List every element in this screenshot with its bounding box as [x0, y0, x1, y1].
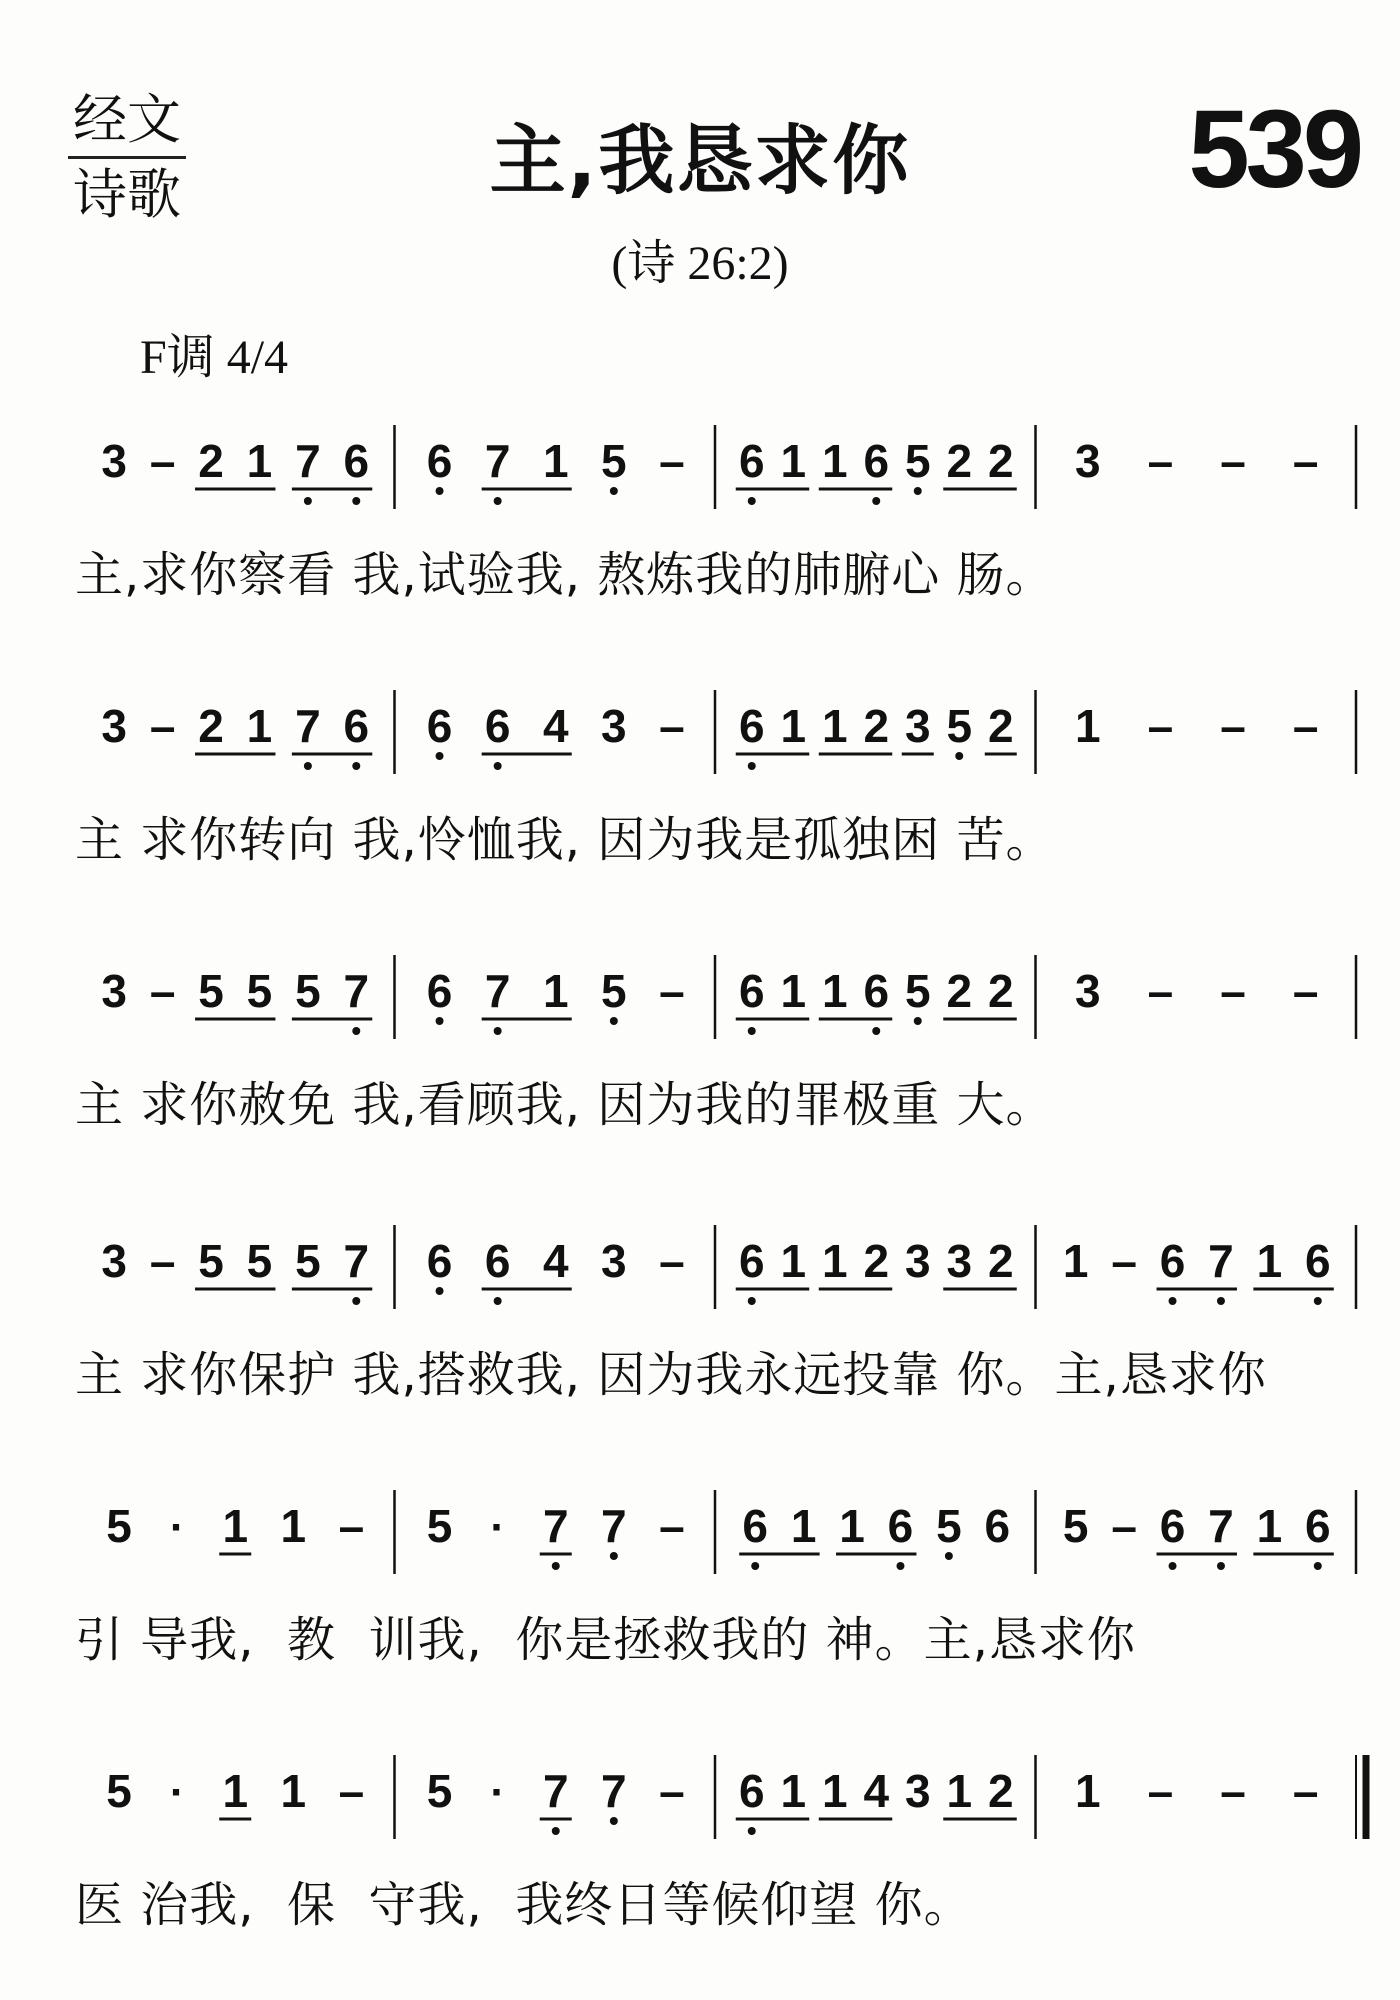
- note-6: 6: [887, 1500, 914, 1552]
- note-2: 2: [198, 700, 224, 752]
- dash-note: –: [1147, 435, 1174, 487]
- note-2: 2: [863, 1235, 890, 1287]
- lower-octave-dot: [352, 762, 360, 770]
- music-line-4: [0, 1225, 1400, 1315]
- lyrics-line-6: 医 治我, 保 守我, 我终日等候仰望 你。: [75, 1877, 973, 1933]
- note-5: 5: [246, 1235, 273, 1287]
- note-6: 6: [1304, 1500, 1331, 1552]
- note-5: 5: [904, 435, 931, 487]
- lower-octave-dot: [610, 487, 618, 495]
- lower-octave-dot: [494, 762, 502, 770]
- notation-row-3: [0, 955, 1400, 1045]
- note-3: 3: [904, 1235, 931, 1287]
- note-1: 1: [780, 435, 807, 487]
- note-1: 1: [1256, 1500, 1283, 1552]
- lower-octave-dot: [914, 487, 922, 495]
- lyrics-line-3: 主 求你赦免 我,看顾我, 因为我的罪极重 大。: [75, 1077, 1055, 1133]
- note-5: 5: [198, 965, 224, 1017]
- dash-note: –: [149, 1235, 176, 1287]
- note-7: 7: [542, 1500, 569, 1552]
- note-6: 6: [484, 1235, 511, 1287]
- notation-row-1: [0, 425, 1400, 515]
- note-2: 2: [987, 435, 1014, 487]
- note-5: 5: [106, 1500, 132, 1552]
- dash-note: –: [338, 1500, 365, 1552]
- note-6: 6: [1159, 1235, 1186, 1287]
- lower-octave-dot: [748, 1297, 756, 1305]
- lyrics-line-5: 引 导我, 教 训我, 你是拯救我的 神。主,恳求你: [75, 1612, 1136, 1668]
- note-6: 6: [738, 435, 765, 487]
- note-3: 3: [101, 700, 128, 752]
- note-1: 1: [780, 1235, 807, 1287]
- augmentation-dot: ·: [490, 1768, 505, 1817]
- note-1: 1: [821, 1235, 848, 1287]
- note-7: 7: [542, 1765, 569, 1817]
- note-6: 6: [738, 965, 765, 1017]
- lower-octave-dot: [896, 1562, 904, 1570]
- category-bottom: 诗歌: [73, 163, 181, 226]
- lower-octave-dot: [610, 1552, 618, 1560]
- lower-octave-dot: [552, 1827, 560, 1835]
- note-2: 2: [946, 965, 973, 1017]
- note-1: 1: [821, 700, 848, 752]
- note-1: 1: [246, 435, 273, 487]
- note-2: 2: [863, 700, 890, 752]
- lower-octave-dot: [748, 497, 756, 505]
- scripture-reference: (诗 26:2): [611, 237, 789, 290]
- note-7: 7: [295, 700, 321, 752]
- note-1: 1: [222, 1500, 249, 1552]
- dash-note: –: [1292, 965, 1319, 1017]
- note-1: 1: [780, 965, 807, 1017]
- key-signature: F调 4/4: [140, 331, 289, 384]
- lower-octave-dot: [494, 1297, 502, 1305]
- note-1: 1: [821, 1765, 848, 1817]
- note-5: 5: [246, 965, 273, 1017]
- note-3: 3: [946, 1235, 973, 1287]
- lower-octave-dot: [1314, 1297, 1322, 1305]
- lower-octave-dot: [494, 1027, 502, 1035]
- note-7: 7: [484, 435, 511, 487]
- note-6: 6: [1304, 1235, 1331, 1287]
- note-4: 4: [863, 1765, 890, 1817]
- dash-note: –: [1147, 700, 1174, 752]
- dash-note: –: [659, 700, 685, 752]
- note-6: 6: [426, 1235, 453, 1287]
- note-6: 6: [426, 435, 453, 487]
- dash-note: –: [659, 965, 685, 1017]
- note-6: 6: [863, 965, 890, 1017]
- lower-octave-dot: [872, 1027, 880, 1035]
- notation-row-6: [0, 1755, 1400, 1845]
- note-3: 3: [904, 700, 931, 752]
- dash-note: –: [659, 435, 685, 487]
- lower-octave-dot: [552, 1562, 560, 1570]
- note-5: 5: [106, 1765, 132, 1817]
- note-3: 3: [601, 1235, 627, 1287]
- lower-octave-dot: [945, 1552, 953, 1560]
- note-6: 6: [738, 1235, 765, 1287]
- note-1: 1: [280, 1500, 307, 1552]
- note-6: 6: [426, 965, 453, 1017]
- note-7: 7: [343, 1235, 370, 1287]
- note-7: 7: [1208, 1500, 1234, 1552]
- note-3: 3: [1075, 435, 1101, 487]
- note-6: 6: [343, 435, 370, 487]
- note-1: 1: [280, 1765, 307, 1817]
- note-5: 5: [295, 1235, 321, 1287]
- dash-note: –: [1111, 1500, 1137, 1552]
- lower-octave-dot: [748, 1827, 756, 1835]
- dash-note: –: [1111, 1235, 1137, 1287]
- note-7: 7: [1208, 1235, 1234, 1287]
- note-1: 1: [542, 435, 569, 487]
- lyrics-line-1: 主,求你察看 我,试验我, 熬炼我的肺腑心 肠。: [75, 547, 1055, 603]
- lower-octave-dot: [1169, 1562, 1177, 1570]
- dash-note: –: [149, 965, 176, 1017]
- note-7: 7: [295, 435, 321, 487]
- category-top: 经文: [73, 88, 181, 151]
- dash-note: –: [149, 435, 176, 487]
- dash-note: –: [1147, 965, 1174, 1017]
- note-6: 6: [484, 700, 511, 752]
- note-2: 2: [946, 435, 973, 487]
- notation-row-5: [0, 1490, 1400, 1580]
- augmentation-dot: ·: [169, 1768, 185, 1817]
- music-line-6: [0, 1755, 1400, 1845]
- note-6: 6: [742, 1500, 769, 1552]
- lower-octave-dot: [955, 752, 963, 760]
- note-1: 1: [790, 1500, 817, 1552]
- note-1: 1: [1256, 1235, 1283, 1287]
- lower-octave-dot: [304, 762, 312, 770]
- lower-octave-dot: [748, 762, 756, 770]
- note-4: 4: [542, 1235, 569, 1287]
- music-line-1: [0, 425, 1400, 515]
- lower-octave-dot: [748, 1027, 756, 1035]
- dash-note: –: [149, 700, 176, 752]
- note-1: 1: [246, 700, 273, 752]
- dash-note: –: [1220, 435, 1246, 487]
- song-number: 539: [1188, 88, 1360, 211]
- lower-octave-dot: [352, 497, 360, 505]
- note-1: 1: [821, 965, 848, 1017]
- note-6: 6: [738, 1765, 765, 1817]
- augmentation-dot: ·: [169, 1503, 185, 1552]
- note-5: 5: [426, 1500, 453, 1552]
- dash-note: –: [659, 1235, 685, 1287]
- note-6: 6: [863, 435, 890, 487]
- note-1: 1: [542, 965, 569, 1017]
- music-line-5: [0, 1490, 1400, 1580]
- lyrics-line-4: 主 求你保护 我,搭救我, 因为我永远投靠 你。主,恳求你: [75, 1347, 1267, 1403]
- note-5: 5: [198, 1235, 224, 1287]
- dash-note: –: [659, 1765, 685, 1817]
- dash-note: –: [1220, 700, 1246, 752]
- note-6: 6: [343, 700, 370, 752]
- note-1: 1: [222, 1765, 249, 1817]
- dash-note: –: [1220, 1765, 1246, 1817]
- note-6: 6: [984, 1500, 1011, 1552]
- note-3: 3: [1075, 965, 1101, 1017]
- note-3: 3: [904, 1765, 931, 1817]
- dash-note: –: [1292, 700, 1319, 752]
- note-2: 2: [987, 965, 1014, 1017]
- note-1: 1: [839, 1500, 865, 1552]
- music-line-3: [0, 955, 1400, 1045]
- lower-octave-dot: [1314, 1562, 1322, 1570]
- note-6: 6: [426, 700, 453, 752]
- lower-octave-dot: [914, 1017, 922, 1025]
- dash-note: –: [1292, 435, 1319, 487]
- note-6: 6: [738, 700, 765, 752]
- note-7: 7: [484, 965, 511, 1017]
- lyrics-line-2: 主 求你转向 我,怜恤我, 因为我是孤独困 苦。: [75, 812, 1055, 868]
- lower-octave-dot: [352, 1297, 360, 1305]
- augmentation-dot: ·: [490, 1503, 505, 1552]
- dash-note: –: [338, 1765, 365, 1817]
- note-2: 2: [987, 1235, 1014, 1287]
- note-5: 5: [601, 965, 627, 1017]
- note-5: 5: [936, 1500, 962, 1552]
- note-5: 5: [601, 435, 627, 487]
- note-2: 2: [198, 435, 224, 487]
- note-1: 1: [1062, 1235, 1089, 1287]
- note-6: 6: [1159, 1500, 1186, 1552]
- lower-octave-dot: [1217, 1562, 1225, 1570]
- note-5: 5: [1062, 1500, 1089, 1552]
- note-2: 2: [987, 700, 1014, 752]
- notation-row-4: [0, 1225, 1400, 1315]
- notation-row-2: [0, 690, 1400, 780]
- lower-octave-dot: [436, 487, 444, 495]
- lower-octave-dot: [436, 752, 444, 760]
- note-1: 1: [1075, 1765, 1101, 1817]
- lower-octave-dot: [436, 1017, 444, 1025]
- song-title: 主,我恳求你: [489, 116, 911, 205]
- lower-octave-dot: [1217, 1297, 1225, 1305]
- note-3: 3: [101, 965, 128, 1017]
- note-7: 7: [601, 1500, 627, 1552]
- dash-note: –: [1292, 1765, 1319, 1817]
- note-1: 1: [780, 1765, 807, 1817]
- lower-octave-dot: [494, 497, 502, 505]
- dash-note: –: [1147, 1765, 1174, 1817]
- note-7: 7: [601, 1765, 627, 1817]
- music-line-2: [0, 690, 1400, 780]
- note-3: 3: [101, 1235, 128, 1287]
- lower-octave-dot: [352, 1027, 360, 1035]
- note-5: 5: [904, 965, 931, 1017]
- note-1: 1: [780, 700, 807, 752]
- lower-octave-dot: [304, 497, 312, 505]
- note-7: 7: [343, 965, 370, 1017]
- note-1: 1: [821, 435, 848, 487]
- lower-octave-dot: [751, 1562, 759, 1570]
- note-3: 3: [101, 435, 128, 487]
- note-5: 5: [295, 965, 321, 1017]
- note-3: 3: [601, 700, 627, 752]
- note-1: 1: [946, 1765, 973, 1817]
- dash-note: –: [1220, 965, 1246, 1017]
- lower-octave-dot: [610, 1017, 618, 1025]
- note-5: 5: [946, 700, 973, 752]
- lower-octave-dot: [610, 1817, 618, 1825]
- note-2: 2: [987, 1765, 1014, 1817]
- dash-note: –: [659, 1500, 685, 1552]
- note-5: 5: [426, 1765, 453, 1817]
- note-4: 4: [542, 700, 569, 752]
- note-1: 1: [1075, 700, 1101, 752]
- lower-octave-dot: [1169, 1297, 1177, 1305]
- lower-octave-dot: [872, 497, 880, 505]
- lower-octave-dot: [436, 1287, 444, 1295]
